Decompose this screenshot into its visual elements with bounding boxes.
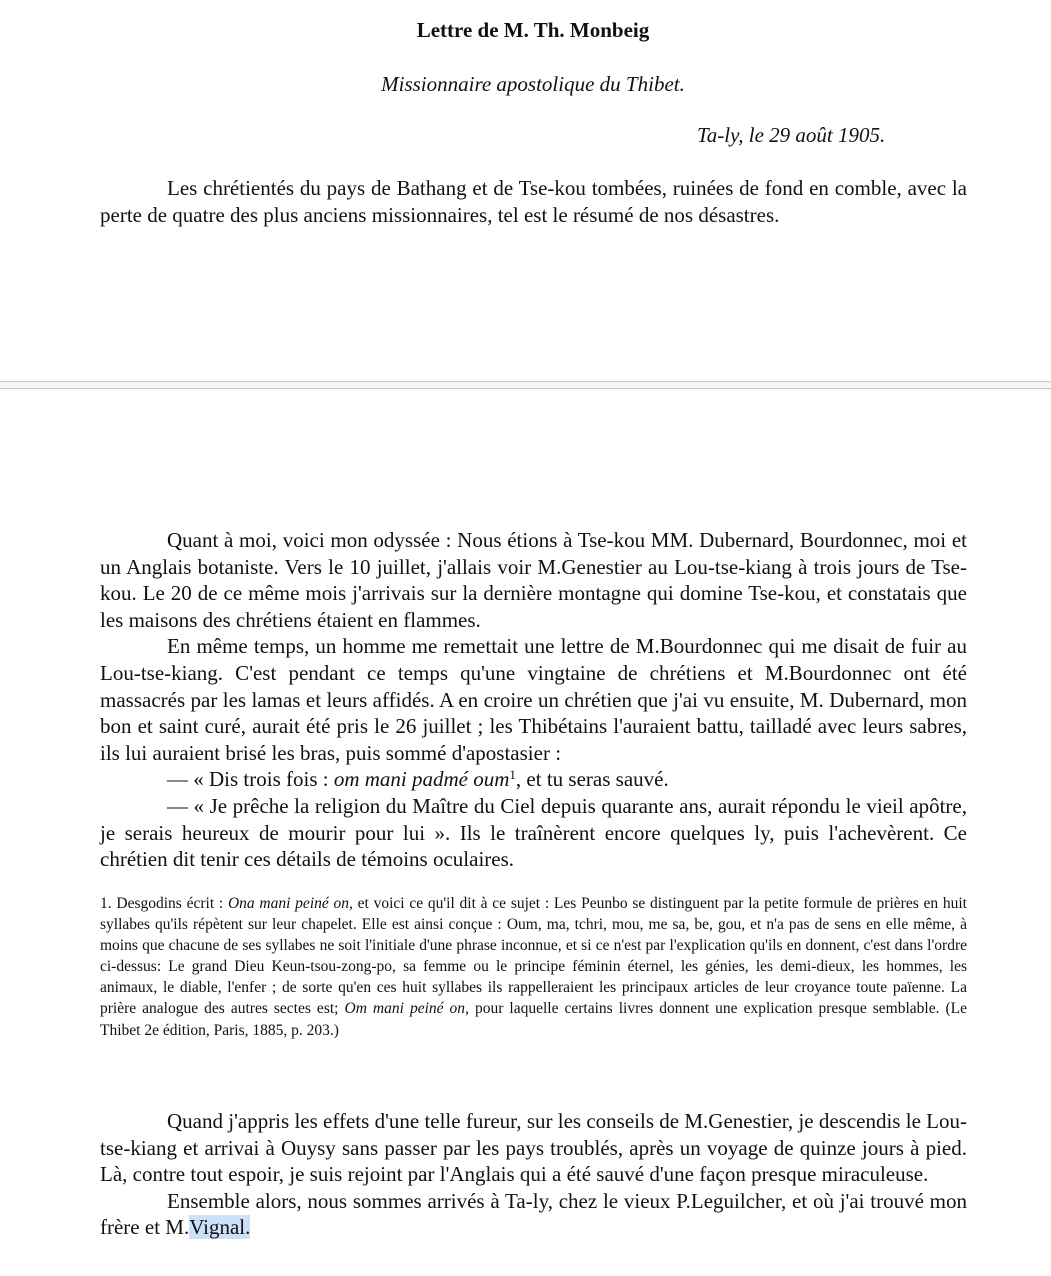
intro-block [100, 175, 967, 228]
document-page-2 [0, 390, 1051, 1276]
paragraph-final[interactable] [100, 1188, 967, 1241]
footnote-italic-1: Ona mani peiné on [227, 895, 350, 912]
quote-mantra: om mani padmé oum [333, 767, 510, 792]
letter-dateline: Ta-ly, le 29 août 1905. [697, 123, 886, 147]
final-text: Ensemble alors, nous sommes arrivés à Ta-ly, chez le vieux P.Leguilcher, et où j'ai trouvé mon frère et M. [100, 1188, 967, 1240]
body-block-closing [100, 1108, 967, 1241]
intro-paragraph[interactable]: Les chrétientés du pays de Bathang et de Tse-kou tombées, ruinées de fond en comble, avec la perte de quatre des plus anciens missionnaires, tel est le résumé de nos désastres. [100, 176, 967, 227]
paragraph-letter[interactable]: En même temps, un homme me remettait une lettre de M.Bourdonnec qui me disait de fuir au Lou-tse-kiang. C'est pendant ce temps qu'une vingtaine de chrétiens et M.Bourdonnec ont été massacrés par les lamas et leurs affidés. A en croire un chrétien que j'ai vu ensuite, M. Dubernard, mon bon et saint curé, aurait été pris le 26 juillet ; les Thibétains l'auraient battu, tailladé avec leurs sabres, ils lui auraient brisé les bras, puis sommé d'apostasier : [100, 634, 967, 765]
body-block-main [100, 527, 967, 873]
footnote-part-2: , et voici ce qu'il dit à ce sujet : Les Peunbo se distinguent par la petite formule de prières en huit syllabes qu'ils répètent sur leur chapelet. Elle est ainsi conçue : Oum, ma, tchri, mou, me sa, be, gou, et n'a pas de sens en elle même, à moins que chacune de ses syllabes ne soit l'initiale d'une phrase inconnue, et si ce n'est par l'explication qu'ils en donnent, c'est dans l'ordre ci-dessus: Le grand Dieu Keun-tsou-zong-po, sa femme ou le principe féminin éternel, les génies, les demi-dieux, les hommes, les animaux, le diable, l'enfer ; de sorte qu'en ces huit syllabes ils rappelleraient les principaux articles de leur croyance toute païenne. La prière analogue des autres sectes est; [100, 895, 967, 1018]
page-break [0, 381, 1051, 389]
letter-title: Lettre de M. Th. Monbeig [416, 18, 650, 42]
footnote-part-3: , pour laquelle certains livres donnent une explication presque semblable. (Le Thibet 2e édition, Paris, 1885, p. 203.) [100, 1000, 967, 1039]
footnote [100, 893, 967, 1041]
quote-suffix: , et tu seras sauvé. [515, 767, 669, 792]
quote-je-preche[interactable]: — « Je prêche la religion du Maître du Ciel depuis quarante ans, aurait répondu le vieil apôtre, je serais heureux de mourir pour lui ». Ils le traînèrent encore quelques ly, puis l'achevèrent. Ce chrétien dit tenir ces détails de témoins oculaires. [100, 793, 967, 872]
document-page-1 [0, 0, 1051, 382]
footnote-part-1: 1. Desgodins écrit : [100, 895, 228, 912]
letter-subtitle: Missionnaire apostolique du Thibet. [381, 72, 685, 96]
selected-text[interactable]: Vignal. [189, 1215, 251, 1240]
footnote-text[interactable] [100, 893, 967, 1041]
footnote-italic-2: Om mani peiné on [344, 1000, 466, 1018]
footnote-reference[interactable]: 1 [509, 767, 516, 783]
paragraph-odyssey[interactable]: Quant à moi, voici mon odyssée : Nous étions à Tse-kou MM. Dubernard, Bourdonnec, moi et un Anglais botaniste. Vers le 10 juillet, j'allais voir M.Genestier au Lou-tse-kiang à trois jours de Tse-kou. Le 20 de ce même mois j'arrivais sur la dernière montagne qui domine Tse-kou, et constatais que les maisons des chrétiens étaient en flammes. [100, 528, 967, 632]
quote-dis-trois-fois[interactable] [100, 766, 967, 793]
quote-prefix: — « Dis trois fois : [167, 767, 334, 792]
paragraph-descent[interactable]: Quand j'appris les effets d'une telle fureur, sur les conseils de M.Genestier, je descendis le Lou-tse-kiang et arrivai à Ouysy sans passer par les pays troublés, après un voyage de quinze jours à pied. Là, contre tout espoir, je suis rejoint par l'Anglais qui a été sauvé d'une façon presque miraculeuse. [100, 1109, 967, 1187]
